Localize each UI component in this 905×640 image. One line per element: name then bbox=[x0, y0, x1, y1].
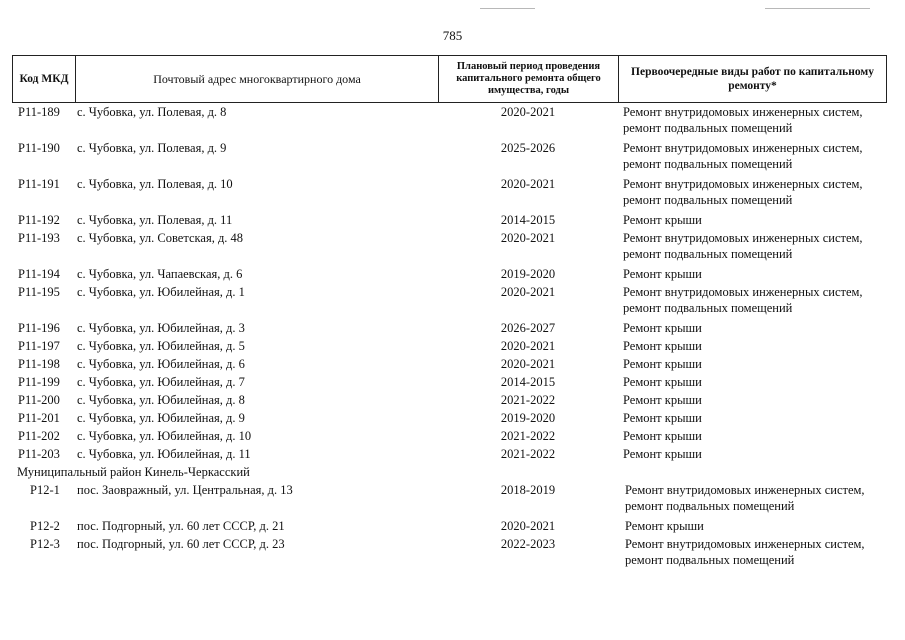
cell-code: Р11-193 bbox=[18, 231, 60, 245]
table-row bbox=[12, 320, 887, 338]
cell-code: Р12-2 bbox=[30, 519, 60, 533]
header-code: Код МКД bbox=[13, 56, 76, 102]
table-row bbox=[12, 176, 887, 212]
cell-code: Р11-196 bbox=[18, 321, 60, 335]
cell-period: 2022-2023 bbox=[500, 537, 556, 551]
cell-code: Р11-190 bbox=[18, 141, 60, 155]
cell-period: 2020-2021 bbox=[500, 231, 556, 245]
header-works: Первоочередные виды работ по капитальному ремонту* bbox=[619, 56, 887, 102]
cell-code: Р12-3 bbox=[30, 537, 60, 551]
cell-address: с. Чубовка, ул. Юбилейная, д. 10 bbox=[77, 429, 252, 443]
cell-address: с. Чубовка, ул. Полевая, д. 11 bbox=[77, 213, 233, 227]
cell-works: Ремонт крыши bbox=[623, 357, 702, 371]
cell-works: Ремонт крыши bbox=[623, 393, 702, 407]
header-address: Почтовый адрес многоквартирного дома bbox=[76, 56, 439, 102]
cell-works: Ремонт крыши bbox=[623, 429, 702, 443]
cell-address: с. Чубовка, ул. Юбилейная, д. 9 bbox=[77, 411, 245, 425]
cell-address: с. Чубовка, ул. Юбилейная, д. 11 bbox=[77, 447, 251, 461]
cell-code: Р11-202 bbox=[18, 429, 60, 443]
table-row bbox=[12, 428, 887, 446]
cell-period: 2021-2022 bbox=[500, 393, 556, 407]
cell-code: Р11-198 bbox=[18, 357, 60, 371]
cell-period: 2020-2021 bbox=[500, 519, 556, 533]
cell-address: с. Чубовка, ул. Юбилейная, д. 6 bbox=[77, 357, 245, 371]
header-period: Плановый период проведения капитального ремонта общего имущества, годы bbox=[439, 56, 619, 102]
page-number: 785 bbox=[442, 28, 463, 43]
table-row bbox=[12, 374, 887, 392]
cell-code: Р11-191 bbox=[18, 177, 60, 191]
cell-period: 2018-2019 bbox=[500, 483, 556, 497]
cell-address: с. Чубовка, ул. Чапаевская, д. 6 bbox=[77, 267, 243, 281]
cell-address: пос. Подгорный, ул. 60 лет СССР, д. 21 bbox=[77, 519, 285, 533]
cell-period: 2020-2021 bbox=[500, 339, 556, 353]
cell-works: Ремонт крыши bbox=[623, 339, 702, 353]
scan-artifact-line bbox=[480, 8, 535, 9]
cell-period: 2020-2021 bbox=[500, 357, 556, 371]
cell-works: Ремонт крыши bbox=[623, 411, 702, 425]
cell-period: 2021-2022 bbox=[500, 447, 556, 461]
cell-works: Ремонт внутридомовых инженерных систем, ремонт подвальных помещений bbox=[623, 285, 863, 315]
cell-code: Р11-189 bbox=[18, 105, 60, 119]
cell-address: с. Чубовка, ул. Юбилейная, д. 1 bbox=[77, 285, 245, 299]
cell-address: пос. Подгорный, ул. 60 лет СССР, д. 23 bbox=[77, 537, 285, 551]
table-row bbox=[12, 392, 887, 410]
cell-code: Р11-195 bbox=[18, 285, 60, 299]
cell-period: 2014-2015 bbox=[500, 213, 556, 227]
table-row bbox=[12, 518, 887, 536]
table-header bbox=[12, 55, 887, 103]
cell-code: Р11-194 bbox=[18, 267, 60, 281]
cell-works: Ремонт крыши bbox=[623, 447, 702, 461]
cell-period: 2019-2020 bbox=[500, 267, 556, 281]
scan-artifact-line bbox=[765, 8, 870, 9]
cell-period: 2020-2021 bbox=[500, 285, 556, 299]
table-row bbox=[12, 230, 887, 266]
cell-address: с. Чубовка, ул. Советская, д. 48 bbox=[77, 231, 244, 245]
cell-period: 2026-2027 bbox=[500, 321, 556, 335]
cell-period: 2020-2021 bbox=[500, 105, 556, 119]
table-row bbox=[12, 140, 887, 176]
table-row bbox=[12, 446, 887, 464]
table-row bbox=[12, 104, 887, 140]
table-row bbox=[12, 212, 887, 230]
cell-code: Р11-200 bbox=[18, 393, 60, 407]
cell-address: с. Чубовка, ул. Юбилейная, д. 3 bbox=[77, 321, 245, 335]
table-row bbox=[12, 266, 887, 284]
table-row bbox=[12, 536, 887, 572]
cell-address: с. Чубовка, ул. Полевая, д. 8 bbox=[77, 105, 227, 119]
cell-address: с. Чубовка, ул. Полевая, д. 10 bbox=[77, 177, 233, 191]
cell-code: Р11-192 bbox=[18, 213, 60, 227]
cell-address: с. Чубовка, ул. Юбилейная, д. 5 bbox=[77, 339, 245, 353]
cell-works: Ремонт крыши bbox=[623, 321, 702, 335]
table-row bbox=[12, 356, 887, 374]
cell-works: Ремонт внутридомовых инженерных систем, ремонт подвальных помещений bbox=[623, 177, 863, 207]
cell-works: Ремонт внутридомовых инженерных систем, ремонт подвальных помещений bbox=[623, 141, 863, 171]
cell-works: Ремонт внутридомовых инженерных систем, ремонт подвальных помещений bbox=[623, 105, 863, 135]
cell-works: Ремонт крыши bbox=[623, 267, 702, 281]
table-row bbox=[12, 284, 887, 320]
cell-address: с. Чубовка, ул. Юбилейная, д. 8 bbox=[77, 393, 245, 407]
table-row bbox=[12, 482, 887, 518]
table-row bbox=[12, 410, 887, 428]
cell-code: Р11-199 bbox=[18, 375, 60, 389]
cell-works: Ремонт крыши bbox=[623, 375, 702, 389]
cell-address: с. Чубовка, ул. Полевая, д. 9 bbox=[77, 141, 227, 155]
cell-period: 2020-2021 bbox=[500, 177, 556, 191]
cell-works: Ремонт внутридомовых инженерных систем, ремонт подвальных помещений bbox=[625, 483, 865, 513]
cell-works: Ремонт крыши bbox=[625, 519, 704, 533]
cell-works: Ремонт внутридомовых инженерных систем, ремонт подвальных помещений bbox=[623, 231, 863, 261]
cell-address: пос. Заовражный, ул. Центральная, д. 13 bbox=[77, 483, 293, 497]
cell-code: Р11-201 bbox=[18, 411, 60, 425]
table-row bbox=[12, 338, 887, 356]
cell-code: Р12-1 bbox=[30, 483, 60, 497]
district-heading: Муниципальный район Кинель-Черкасский bbox=[17, 465, 250, 479]
cell-works: Ремонт внутридомовых инженерных систем, ремонт подвальных помещений bbox=[625, 537, 865, 567]
cell-period: 2021-2022 bbox=[500, 429, 556, 443]
cell-address: с. Чубовка, ул. Юбилейная, д. 7 bbox=[77, 375, 245, 389]
cell-period: 2025-2026 bbox=[500, 141, 556, 155]
table-body bbox=[12, 104, 887, 572]
cell-works: Ремонт крыши bbox=[623, 213, 702, 227]
cell-code: Р11-203 bbox=[18, 447, 60, 461]
cell-period: 2019-2020 bbox=[500, 411, 556, 425]
cell-period: 2014-2015 bbox=[500, 375, 556, 389]
cell-code: Р11-197 bbox=[18, 339, 60, 353]
